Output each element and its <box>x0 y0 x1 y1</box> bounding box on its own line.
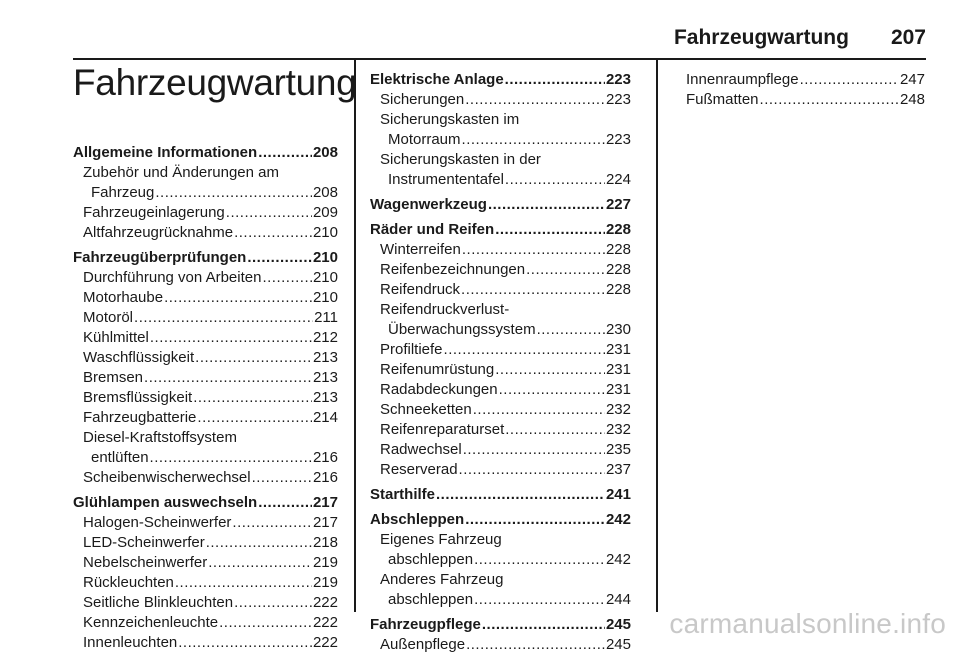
leader-dots <box>144 368 312 388</box>
toc-entry[interactable] <box>370 530 631 570</box>
toc-entry[interactable] <box>73 633 338 653</box>
toc-entry[interactable] <box>370 150 631 190</box>
toc-entry[interactable] <box>73 533 338 553</box>
section-title: Allgemeine Informationen <box>73 144 258 161</box>
leader-dots <box>474 590 605 610</box>
toc-section-heading[interactable] <box>73 248 338 268</box>
leader-dots <box>164 288 312 308</box>
entry-page: 244 <box>605 591 631 608</box>
entry-page: 214 <box>312 409 338 426</box>
entry-label-line1: Reifendruckverlust- <box>380 301 510 318</box>
entry-page: 242 <box>605 551 631 568</box>
toc-section-heading[interactable] <box>73 493 338 513</box>
leader-dots <box>495 220 605 240</box>
entry-label: Motorhaube <box>83 289 164 306</box>
entry-label-line1: Zubehör und Änderungen am <box>83 164 279 181</box>
entry-label: Winterreifen <box>380 241 461 258</box>
toc-entry[interactable] <box>676 90 925 110</box>
toc-entry[interactable] <box>73 223 338 243</box>
entry-page: 219 <box>312 554 338 571</box>
toc-entry[interactable] <box>370 570 631 610</box>
leader-dots <box>474 550 605 570</box>
entry-label: Motoröl <box>83 309 134 326</box>
leader-dots <box>150 328 312 348</box>
toc-entry[interactable] <box>370 90 631 110</box>
toc-section <box>73 143 338 243</box>
section-title: Glühlampen auswechseln <box>73 494 258 511</box>
leader-dots <box>232 513 312 533</box>
entry-label: Rückleuchten <box>83 574 174 591</box>
entry-page: 237 <box>605 461 631 478</box>
entry-label: Scheibenwischerwechsel <box>83 469 251 486</box>
entry-page: 213 <box>312 389 338 406</box>
toc-section-heading[interactable] <box>370 510 631 530</box>
entry-page: 223 <box>605 131 631 148</box>
entry-page: 210 <box>312 269 338 286</box>
entry-label-line2: Instrumententafel <box>388 171 504 188</box>
toc-entry[interactable] <box>370 360 631 380</box>
entry-label: Kühlmittel <box>83 329 149 346</box>
entry-page: 218 <box>312 534 338 551</box>
page-number: 207 <box>890 26 926 49</box>
entry-page: 228 <box>605 261 631 278</box>
entry-page: 219 <box>312 574 338 591</box>
leader-dots <box>258 143 312 163</box>
leader-dots <box>461 280 605 300</box>
toc-entry[interactable] <box>370 460 631 480</box>
toc-entry[interactable] <box>73 388 338 408</box>
header-rule <box>73 58 926 60</box>
section-page: 245 <box>605 616 631 633</box>
leader-dots <box>134 308 313 328</box>
leader-dots <box>462 240 605 260</box>
entry-label: Reifendruck <box>380 281 461 298</box>
entry-page: 217 <box>312 514 338 531</box>
toc-entry[interactable] <box>73 513 338 533</box>
leader-dots <box>436 485 605 505</box>
entry-label: Bremsen <box>83 369 144 386</box>
section-page: 208 <box>312 144 338 161</box>
entry-page: 224 <box>605 171 631 188</box>
entry-label: Reifenbezeichnungen <box>380 261 526 278</box>
leader-dots <box>150 448 312 468</box>
entry-page: 231 <box>605 361 631 378</box>
toc-section <box>73 248 338 488</box>
column-divider-2 <box>656 60 658 612</box>
chapter-title: Fahrzeugwartung <box>73 62 357 103</box>
section-title: Abschleppen <box>370 511 465 528</box>
entry-label-line1: Anderes Fahrzeug <box>380 571 504 588</box>
entry-label: Schneeketten <box>380 401 472 418</box>
toc-entry[interactable] <box>370 635 631 655</box>
section-page: 241 <box>605 486 631 503</box>
leader-dots <box>195 348 312 368</box>
entry-page: 231 <box>605 381 631 398</box>
entry-page: 222 <box>312 634 338 651</box>
entry-label: Fußmatten <box>686 91 759 108</box>
entry-label: Profiltiefe <box>380 341 443 358</box>
leader-dots <box>444 340 605 360</box>
leader-dots <box>234 223 312 243</box>
leader-dots <box>465 90 605 110</box>
entry-page: 245 <box>605 636 631 653</box>
entry-label: Radwechsel <box>380 441 462 458</box>
entry-label: LED-Scheinwerfer <box>83 534 205 551</box>
leader-dots <box>226 203 312 223</box>
entry-page: 213 <box>312 349 338 366</box>
entry-page: 228 <box>605 281 631 298</box>
toc-section <box>73 493 338 653</box>
entry-label-line1: Sicherungskasten in der <box>380 151 541 168</box>
entry-page: 212 <box>312 329 338 346</box>
toc-column-2 <box>370 70 631 655</box>
leader-dots <box>208 553 312 573</box>
toc-column-1 <box>73 143 338 653</box>
leader-dots <box>466 635 605 655</box>
leader-dots <box>462 130 605 150</box>
entry-label: Reifenumrüstung <box>380 361 495 378</box>
leader-dots <box>219 613 312 633</box>
entry-label: Reifenreparaturset <box>380 421 505 438</box>
section-page: 210 <box>312 249 338 266</box>
entry-label: Altfahrzeugrücknahme <box>83 224 234 241</box>
leader-dots <box>505 420 605 440</box>
toc-entry[interactable] <box>370 240 631 260</box>
toc-section <box>370 615 631 655</box>
leader-dots <box>252 468 312 488</box>
toc-entry[interactable] <box>73 348 338 368</box>
entry-label: Seitliche Blinkleuchten <box>83 594 234 611</box>
toc-section <box>370 510 631 610</box>
section-page: 227 <box>605 196 631 213</box>
running-title: Fahrzeugwartung <box>673 26 849 49</box>
entry-page: 210 <box>312 224 338 241</box>
entry-label: Innenraumpflege <box>686 71 799 88</box>
entry-page: 216 <box>312 449 338 466</box>
entry-page: 213 <box>312 369 338 386</box>
toc-entry[interactable] <box>370 420 631 440</box>
toc-section <box>370 195 631 215</box>
toc-entry[interactable] <box>73 428 338 468</box>
toc-entry[interactable] <box>73 573 338 593</box>
entry-label: Halogen-Scheinwerfer <box>83 514 232 531</box>
section-title: Starthilfe <box>370 486 436 503</box>
entry-label: Außenpflege <box>380 636 466 653</box>
entry-label: Radabdeckungen <box>380 381 498 398</box>
leader-dots <box>206 533 312 553</box>
entry-page: 208 <box>312 184 338 201</box>
section-title: Fahrzeugpflege <box>370 616 481 633</box>
entry-page: 222 <box>312 614 338 631</box>
leader-dots <box>495 360 605 380</box>
leader-dots <box>800 70 899 90</box>
toc-section-heading[interactable] <box>370 220 631 240</box>
toc-entry[interactable] <box>73 368 338 388</box>
entry-page: 247 <box>899 71 925 88</box>
leader-dots <box>482 615 605 635</box>
leader-dots <box>197 408 312 428</box>
toc-entry[interactable] <box>370 280 631 300</box>
leader-dots <box>262 268 312 288</box>
leader-dots <box>155 183 312 203</box>
page-header <box>0 26 926 56</box>
leader-dots <box>505 70 605 90</box>
toc-entry[interactable] <box>73 308 338 328</box>
leader-dots <box>473 400 605 420</box>
entry-page: 210 <box>312 289 338 306</box>
entry-label-line2: abschleppen <box>388 591 474 608</box>
toc-section-heading[interactable] <box>370 195 631 215</box>
leader-dots <box>175 573 312 593</box>
leader-dots <box>178 633 312 653</box>
watermark: carmanualsonline.info <box>669 608 946 639</box>
toc-entry[interactable] <box>370 400 631 420</box>
leader-dots <box>760 90 899 110</box>
leader-dots <box>499 380 605 400</box>
section-page: 242 <box>605 511 631 528</box>
toc-entry[interactable] <box>73 203 338 223</box>
entry-label-line2: Motorraum <box>388 131 461 148</box>
toc-entry[interactable] <box>370 440 631 460</box>
toc-section <box>370 220 631 480</box>
toc-entry[interactable] <box>370 380 631 400</box>
entry-label: Bremsflüssigkeit <box>83 389 193 406</box>
entry-page: 209 <box>312 204 338 221</box>
entry-label: Kennzeichenleuchte <box>83 614 219 631</box>
toc-entry[interactable] <box>73 163 338 203</box>
toc-entry[interactable] <box>370 300 631 340</box>
toc-entry[interactable] <box>73 593 338 613</box>
toc-section-heading[interactable] <box>73 143 338 163</box>
toc-entry[interactable] <box>73 328 338 348</box>
section-title: Fahrzeugüberprüfungen <box>73 249 247 266</box>
leader-dots <box>465 510 605 530</box>
toc-section-heading[interactable] <box>370 615 631 635</box>
section-title: Wagenwerkzeug <box>370 196 487 213</box>
toc-entry[interactable] <box>73 553 338 573</box>
entry-label: Reserverad <box>380 461 458 478</box>
entry-label-line1: Eigenes Fahrzeug <box>380 531 502 548</box>
entry-label: Innenleuchten <box>83 634 178 651</box>
entry-page: 222 <box>312 594 338 611</box>
toc-entry[interactable] <box>73 468 338 488</box>
entry-label: Nebelscheinwerfer <box>83 554 208 571</box>
leader-dots <box>526 260 605 280</box>
entry-page: 223 <box>605 91 631 108</box>
entry-label-line1: Sicherungskasten im <box>380 111 520 128</box>
toc-entry[interactable] <box>370 260 631 280</box>
toc-entry[interactable] <box>370 110 631 150</box>
leader-dots <box>258 493 312 513</box>
leader-dots <box>488 195 605 215</box>
leader-dots <box>463 440 605 460</box>
section-title: Elektrische Anlage <box>370 71 504 88</box>
toc-section <box>370 485 631 505</box>
entry-label: Durchführung von Arbeiten <box>83 269 262 286</box>
toc-entry[interactable] <box>73 613 338 633</box>
toc-entry[interactable] <box>676 70 925 90</box>
toc-entry[interactable] <box>73 288 338 308</box>
entry-label-line2: Überwachungssystem <box>388 321 536 338</box>
entry-page: 216 <box>312 469 338 486</box>
entry-page: 211 <box>314 309 338 326</box>
entry-label-line1: Diesel-Kraftstoffsystem <box>83 429 237 446</box>
toc-column-3 <box>676 70 925 110</box>
section-title: Räder und Reifen <box>370 221 495 238</box>
entry-label-line2: Fahrzeug <box>91 184 155 201</box>
entry-label-line2: entlüften <box>91 449 149 466</box>
leader-dots <box>505 170 605 190</box>
toc-section <box>676 70 925 110</box>
entry-label: Sicherungen <box>380 91 465 108</box>
entry-page: 230 <box>605 321 631 338</box>
section-page: 223 <box>605 71 631 88</box>
toc-section-heading[interactable] <box>370 485 631 505</box>
section-page: 217 <box>312 494 338 511</box>
leader-dots <box>247 248 312 268</box>
entry-page: 235 <box>605 441 631 458</box>
toc-entry[interactable] <box>73 268 338 288</box>
entry-label: Fahrzeugeinlagerung <box>83 204 225 221</box>
toc-section <box>370 70 631 190</box>
entry-page: 231 <box>605 341 631 358</box>
leader-dots <box>459 460 605 480</box>
leader-dots <box>234 593 312 613</box>
toc-section-heading[interactable] <box>370 70 631 90</box>
entry-page: 232 <box>605 421 631 438</box>
section-page: 228 <box>605 221 631 238</box>
entry-label: Waschflüssigkeit <box>83 349 195 366</box>
entry-page: 232 <box>605 401 631 418</box>
entry-label-line2: abschleppen <box>388 551 474 568</box>
entry-label: Fahrzeugbatterie <box>83 409 197 426</box>
column-divider-1 <box>354 60 356 612</box>
leader-dots <box>193 388 312 408</box>
entry-page: 228 <box>605 241 631 258</box>
entry-page: 248 <box>899 91 925 108</box>
toc-entry[interactable] <box>73 408 338 428</box>
toc-entry[interactable] <box>370 340 631 360</box>
leader-dots <box>537 320 605 340</box>
